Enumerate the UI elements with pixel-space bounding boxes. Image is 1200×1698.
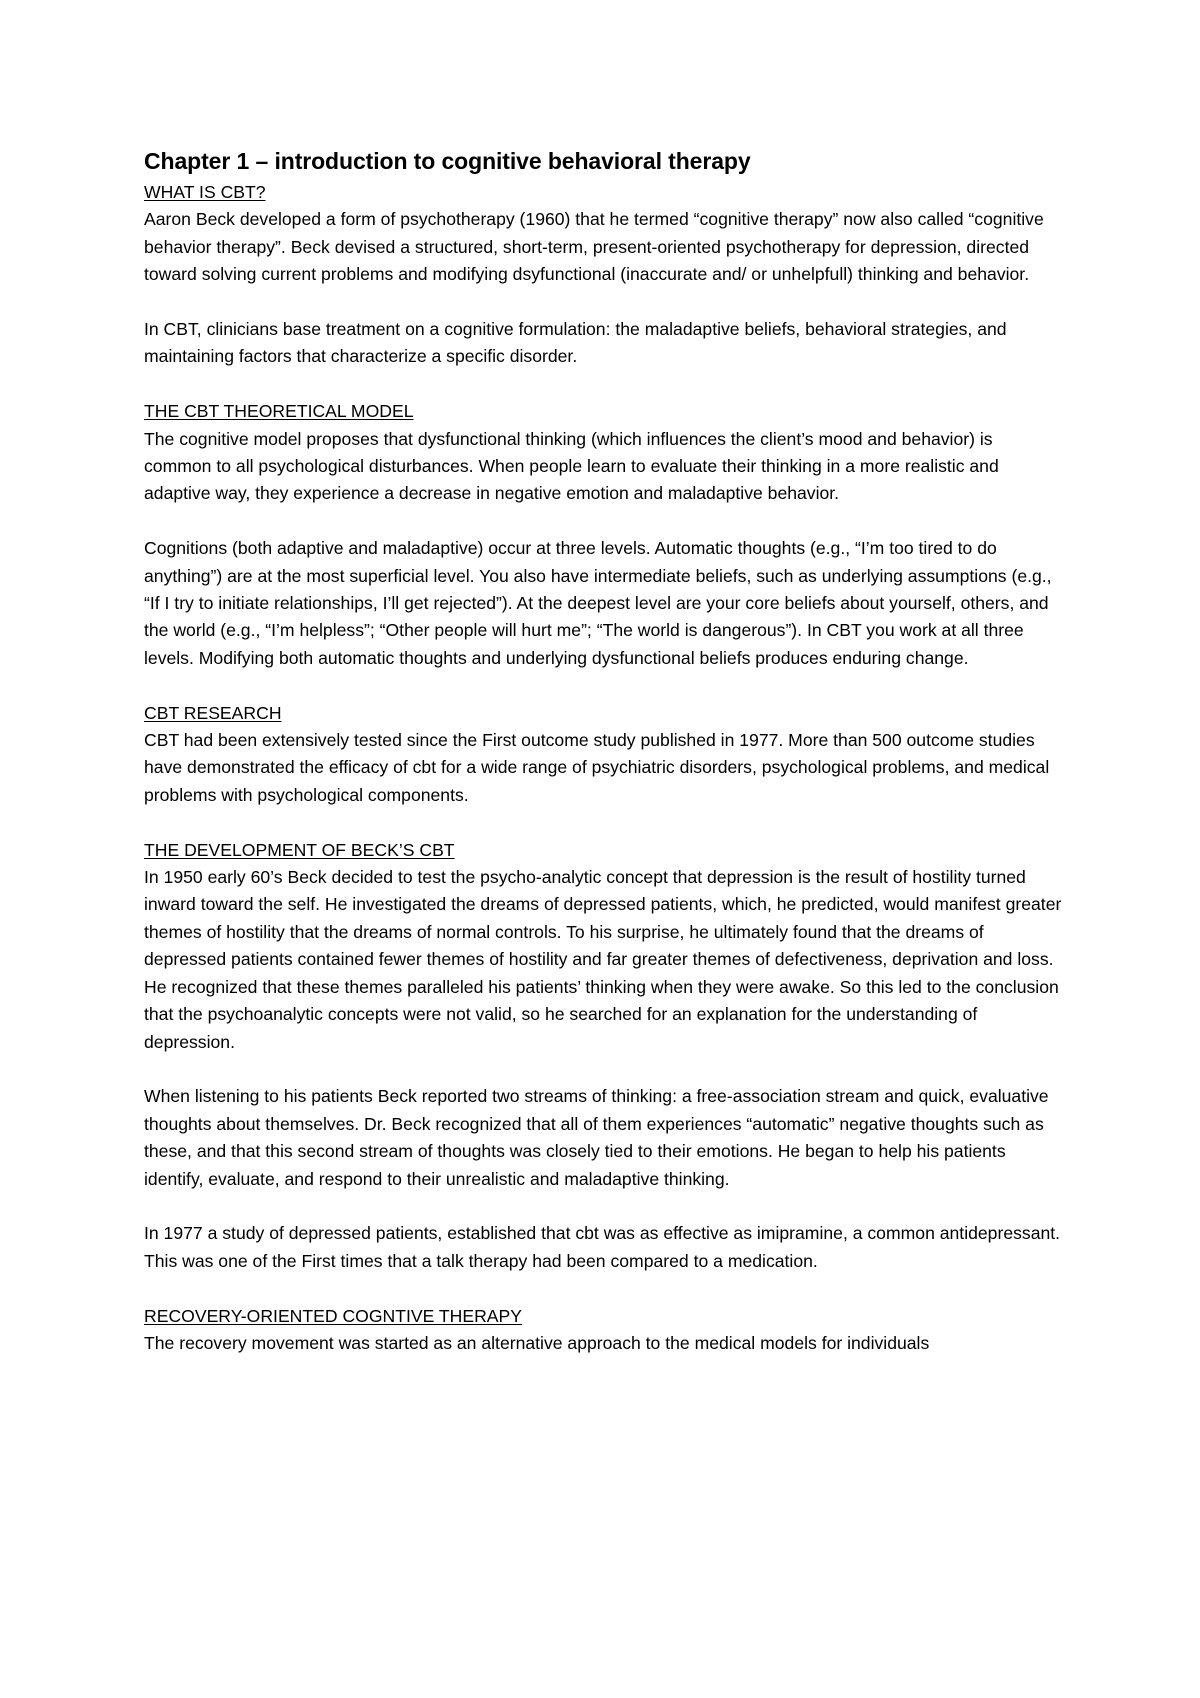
section-heading-research: CBT RESEARCH bbox=[144, 702, 282, 723]
paragraph-spacer bbox=[144, 371, 1064, 398]
paragraph-development-3: In 1977 a study of depressed patients, established that cbt was as effective as imipramine, a common antidepressant. This was one of the First times that a talk therapy had been compared to a medication. bbox=[144, 1223, 1061, 1271]
paragraph-spacer bbox=[144, 289, 1064, 316]
section-heading-theoretical-model: THE CBT THEORETICAL MODEL bbox=[144, 401, 414, 422]
paragraph-spacer bbox=[144, 508, 1064, 535]
paragraph-theoretical-model-2: Cognitions (both adaptive and maladaptive) occur at three levels. Automatic thoughts (e.g., “I’m too tired to do anything”) are at the most superficial level. You also have intermediate beliefs, such as underlying assumptions (e.g., “If I try to initiate relationships, I’ll get rejected”). At the deepest level are your core beliefs about yourself, others, and the world (e.g., “I’m helpless”; “Other people will hurt me”; “The world is dangerous”). In CBT you work at all three levels. Modifying both automatic thoughts and underlying dysfunctional beliefs produces enduring change. bbox=[144, 538, 1052, 668]
paragraph-spacer bbox=[144, 809, 1064, 836]
paragraph-spacer bbox=[144, 1275, 1064, 1302]
chapter-title: Chapter 1 – introduction to cognitive behavioral therapy bbox=[144, 148, 751, 174]
paragraph-spacer bbox=[144, 672, 1064, 699]
section-heading-development: THE DEVELOPMENT OF BECK’S CBT bbox=[144, 839, 455, 860]
section-heading-recovery: RECOVERY-ORIENTED COGNTIVE THERAPY bbox=[144, 1305, 523, 1326]
section-heading-what-is-cbt: WHAT IS CBT? bbox=[144, 182, 266, 202]
paragraph-what-is-cbt-1: Aaron Beck developed a form of psychotherapy (1960) that he termed “cognitive therapy” now also called “cognitive behavior therapy”. Beck devised a structured, short-term, present-oriented psychotherapy for depression, directed toward solving current problems and modifying dsyfunctional (inaccurate and/ or unhelpfull) thinking and behavior. bbox=[144, 209, 1044, 285]
paragraph-spacer bbox=[144, 1056, 1064, 1083]
paragraph-spacer bbox=[144, 1193, 1064, 1220]
paragraph-theoretical-model-1: The cognitive model proposes that dysfunctional thinking (which influences the client’s mood and behavior) is common to all psychological disturbances. When people learn to evaluate their thinking in a more realistic and adaptive way, they experience a decrease in negative emotion and maladaptive behavior. bbox=[144, 428, 999, 504]
paragraph-development-1: In 1950 early 60’s Beck decided to test the psycho-analytic concept that depression is the result of hostility turned inward toward the self. He investigated the dreams of depressed patients, which, he predicted, would manifest greater themes of hostility that the dreams of normal controls. To his surprise, he ultimately found that the dreams of depressed patients contained fewer themes of hostility and far greater themes of defectiveness, deprivation and loss. He recognized that these themes paralleled his patients’ thinking when they were awake. So this led to the conclusion that the psychoanalytic concepts were not valid, so he searched for an explanation for the understanding of depression. bbox=[144, 867, 1062, 1052]
paragraph-recovery-1: The recovery movement was started as an alternative approach to the medical models for individuals bbox=[144, 1332, 930, 1353]
paragraph-research-1: CBT had been extensively tested since the First outcome study published in 1977. More than 500 outcome studies have demonstrated the efficacy of cbt for a wide range of psychiatric disorders, psychological problems, and medical problems with psychological components. bbox=[144, 730, 1050, 805]
paragraph-what-is-cbt-2: In CBT, clinicians base treatment on a cognitive formulation: the maladaptive beliefs, behavioral strategies, and maintaining factors that characterize a specific disorder. bbox=[144, 319, 1007, 367]
document-body bbox=[144, 146, 1064, 1357]
paragraph-development-2: When listening to his patients Beck reported two streams of thinking: a free-association stream and quick, evaluative thoughts about themselves. Dr. Beck recognized that all of them experiences “automatic” negative thoughts such as these, and that this second stream of thoughts was closely tied to their emotions. He began to help his patients identify, evaluate, and respond to their unrealistic and maladaptive thinking. bbox=[144, 1086, 1049, 1189]
